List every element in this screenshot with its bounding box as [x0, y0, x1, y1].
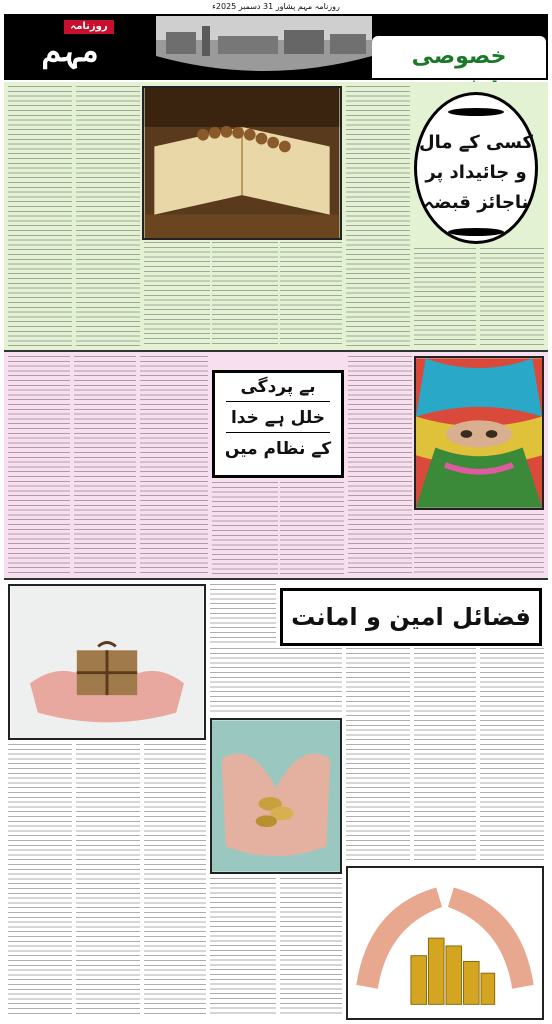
edition-title: خصوصی	[411, 44, 507, 69]
headline-line-3: کے نظام میں	[224, 439, 332, 459]
headline-line-1: بے پردگی	[240, 377, 316, 397]
text-column	[212, 482, 278, 574]
text-column	[414, 648, 476, 862]
text-column	[76, 744, 140, 1016]
text-column	[348, 356, 412, 574]
text-column	[144, 242, 210, 346]
quran-beads-image	[142, 86, 342, 240]
section-divider	[4, 578, 548, 580]
divider	[226, 432, 330, 433]
text-column	[210, 648, 342, 714]
text-column	[76, 86, 140, 346]
veiled-woman-image	[414, 356, 544, 510]
text-column	[346, 86, 410, 346]
newspaper-logo: مہم	[41, 31, 99, 69]
text-column	[346, 648, 410, 862]
text-column	[8, 86, 72, 346]
section-divider	[4, 350, 548, 352]
text-column	[212, 242, 278, 346]
text-column	[480, 248, 544, 346]
divider	[226, 401, 330, 402]
text-column	[280, 242, 342, 346]
text-column	[140, 356, 208, 574]
headline-line-3: ناجائز قبضہ	[423, 192, 529, 213]
text-column	[8, 744, 72, 1016]
text-column	[280, 878, 342, 1016]
text-column	[414, 248, 476, 346]
protecting-coins-image	[346, 866, 544, 1020]
headline-line-2: خلل ہے خدا	[230, 408, 326, 428]
dateline: روزنامہ مہم پشاور 31 دسمبر 2025ء	[212, 2, 340, 11]
text-column	[144, 744, 206, 1016]
section-title: فضائل امین و امانت	[291, 603, 531, 631]
text-column	[280, 482, 344, 574]
gift-hands-image	[8, 584, 206, 740]
text-column	[74, 356, 136, 574]
coin-hands-image	[210, 718, 342, 874]
text-column	[480, 648, 544, 862]
headline-line-2: و جائیداد پر	[425, 162, 527, 183]
headline-line-1: کسی کے مال	[418, 132, 534, 153]
brand-tag: روزنامہ	[64, 20, 114, 34]
badge-top-cap	[448, 108, 504, 116]
badge-bottom-cap	[448, 228, 504, 236]
text-column	[414, 514, 544, 574]
city-skyline-photo	[156, 16, 372, 72]
text-column	[210, 584, 276, 644]
text-column	[210, 878, 276, 1016]
text-column	[8, 356, 70, 574]
